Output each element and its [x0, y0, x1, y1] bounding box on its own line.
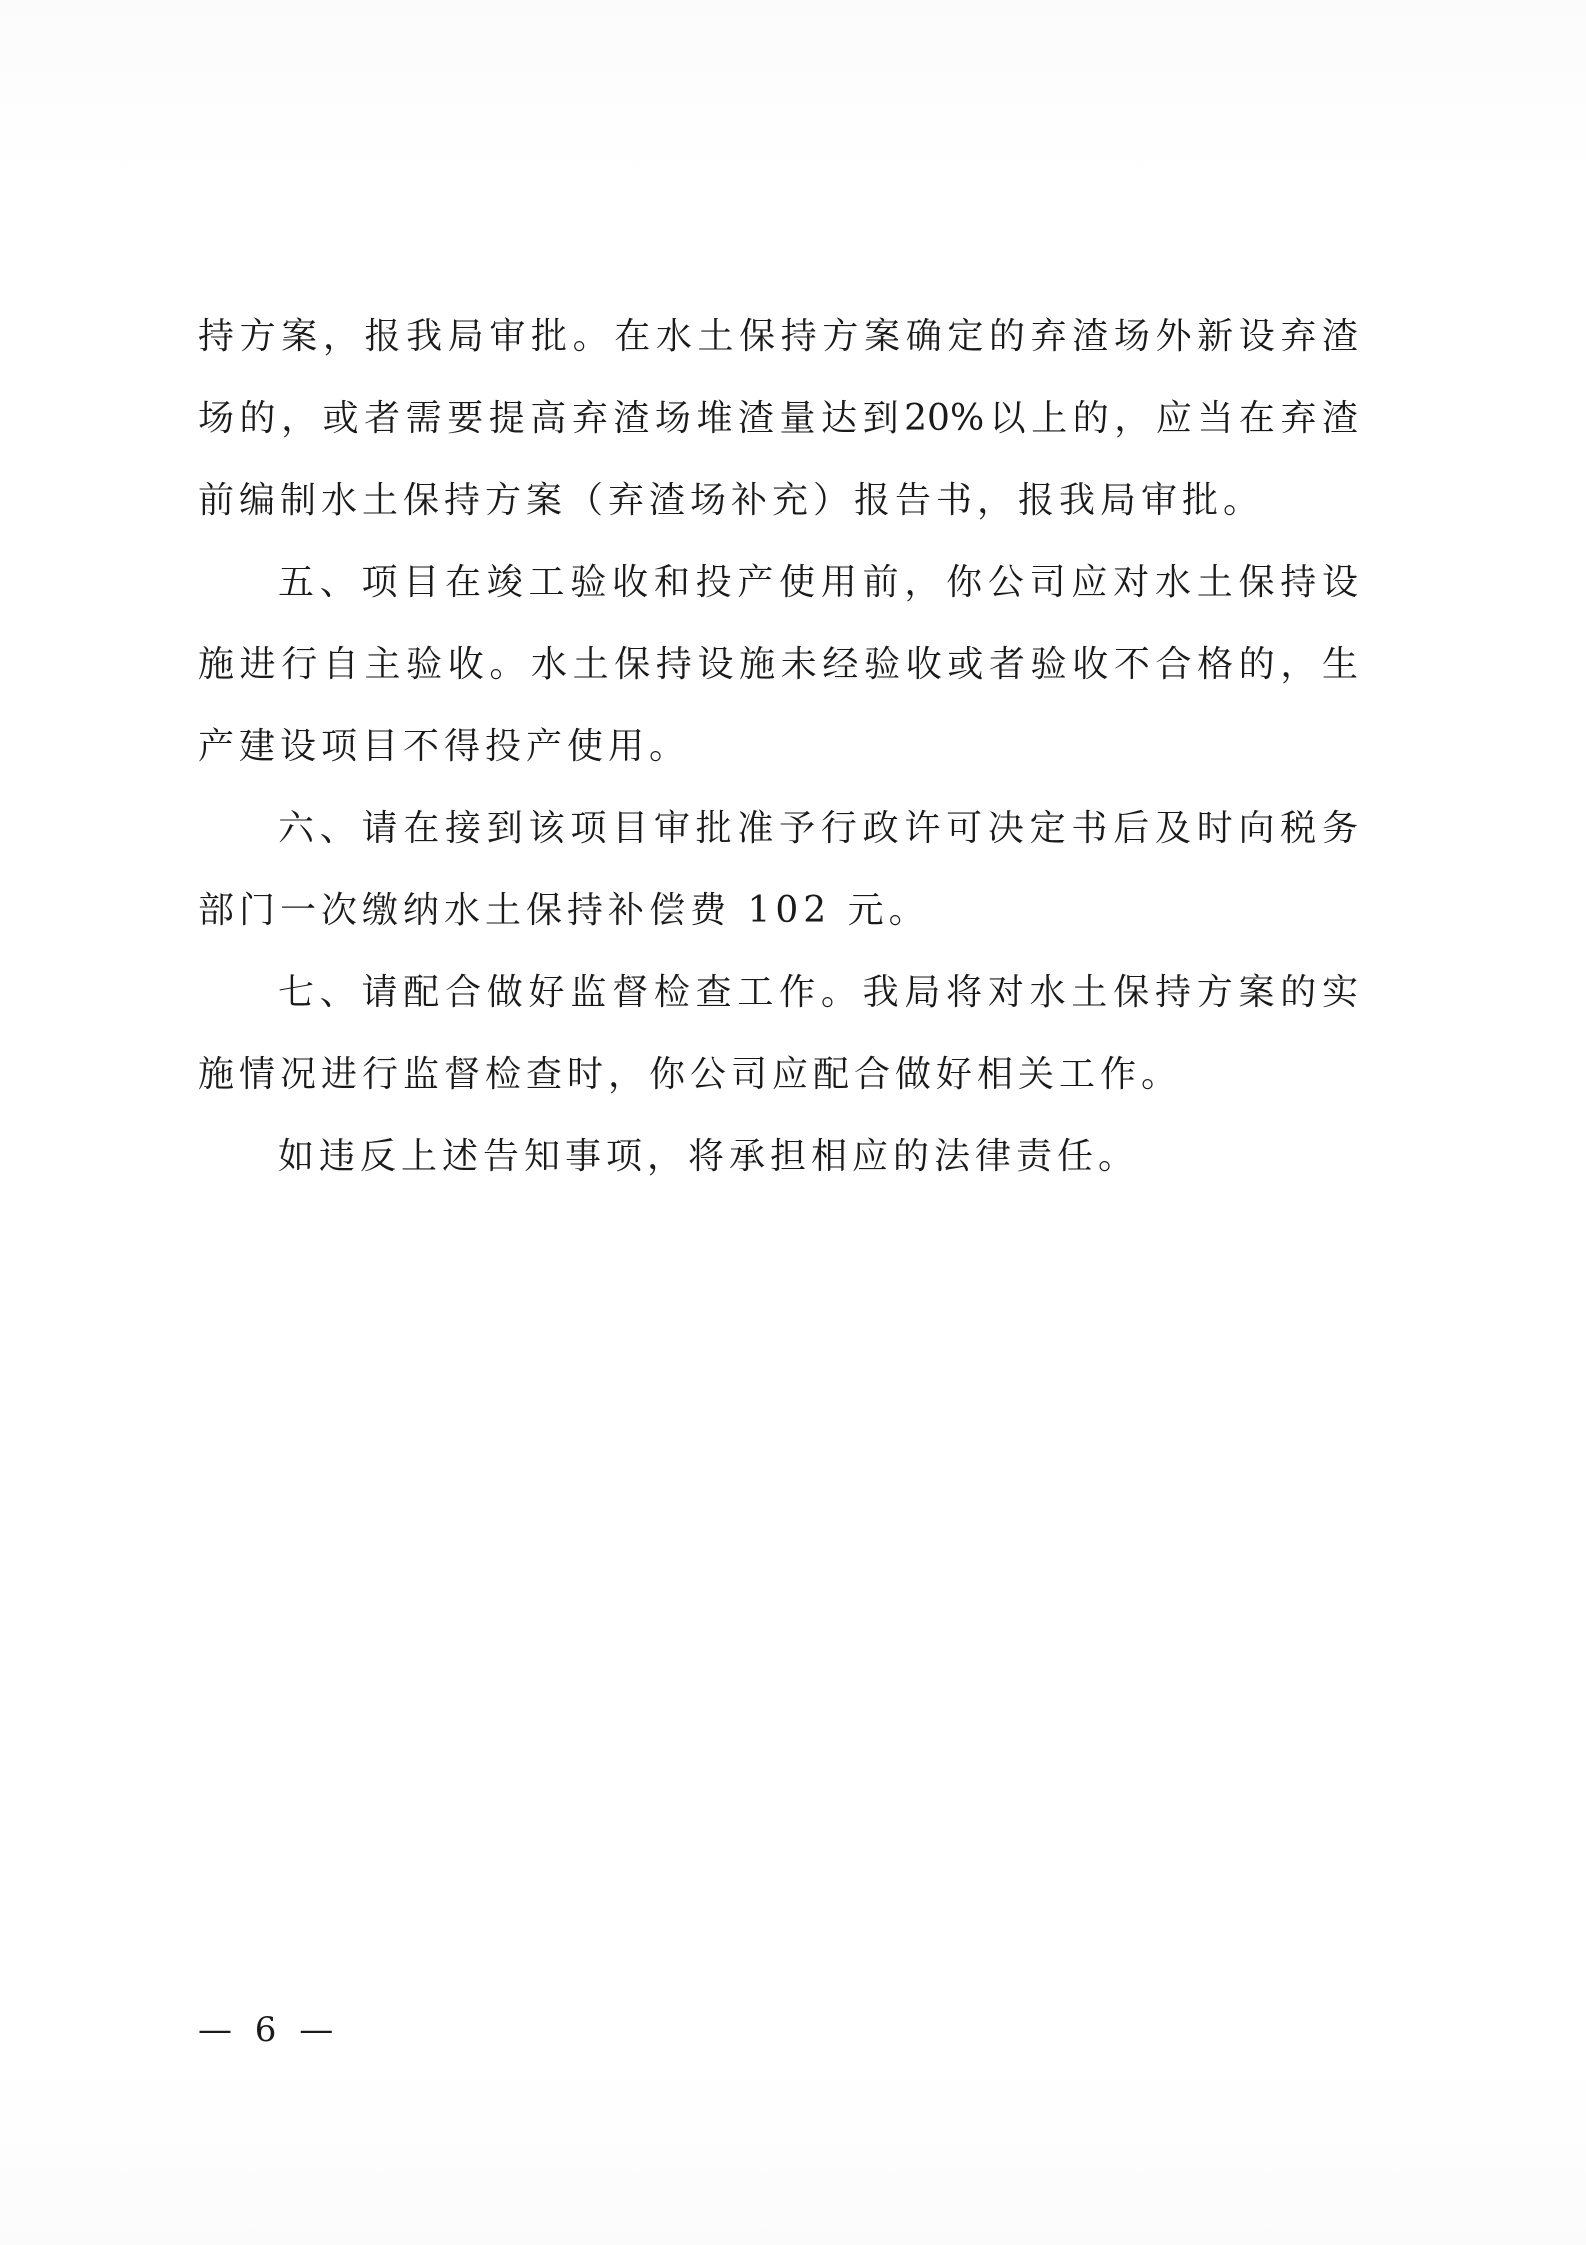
text-line: 如违反上述告知事项，将承担相应的法律责任。	[278, 1136, 1140, 1177]
text-line: 施情况进行监督检查时，你公司应配合做好相关工作。	[198, 1054, 1183, 1095]
text-line: 五、项目在竣工验收和投产使用前，你公司应对水土保持设	[278, 562, 1358, 603]
text-line: 六、请在接到该项目审批准予行政许可决定书后及时向税务	[278, 808, 1358, 849]
text-line: 施进行自主验收。水土保持设施未经验收或者验收不合格的，生	[198, 644, 1358, 685]
text-line: 产建设项目不得投产使用。	[198, 726, 691, 767]
text-line: 前编制水土保持方案（弃渣场补充）报告书，报我局审批。	[198, 480, 1265, 521]
text-line: 场的，或者需要提高弃渣场堆渣量达到20%以上的，应当在弃渣	[198, 398, 1358, 439]
document-body	[198, 296, 1358, 1198]
text-line: 持方案，报我局审批。在水土保持方案确定的弃渣场外新设弃渣	[198, 316, 1358, 357]
text-line: 部门一次缴纳水土保持补偿费 102 元。	[198, 890, 930, 931]
page-number: — 6 —	[198, 2010, 340, 2050]
text-line: 七、请配合做好监督检查工作。我局将对水土保持方案的实	[278, 972, 1358, 1013]
